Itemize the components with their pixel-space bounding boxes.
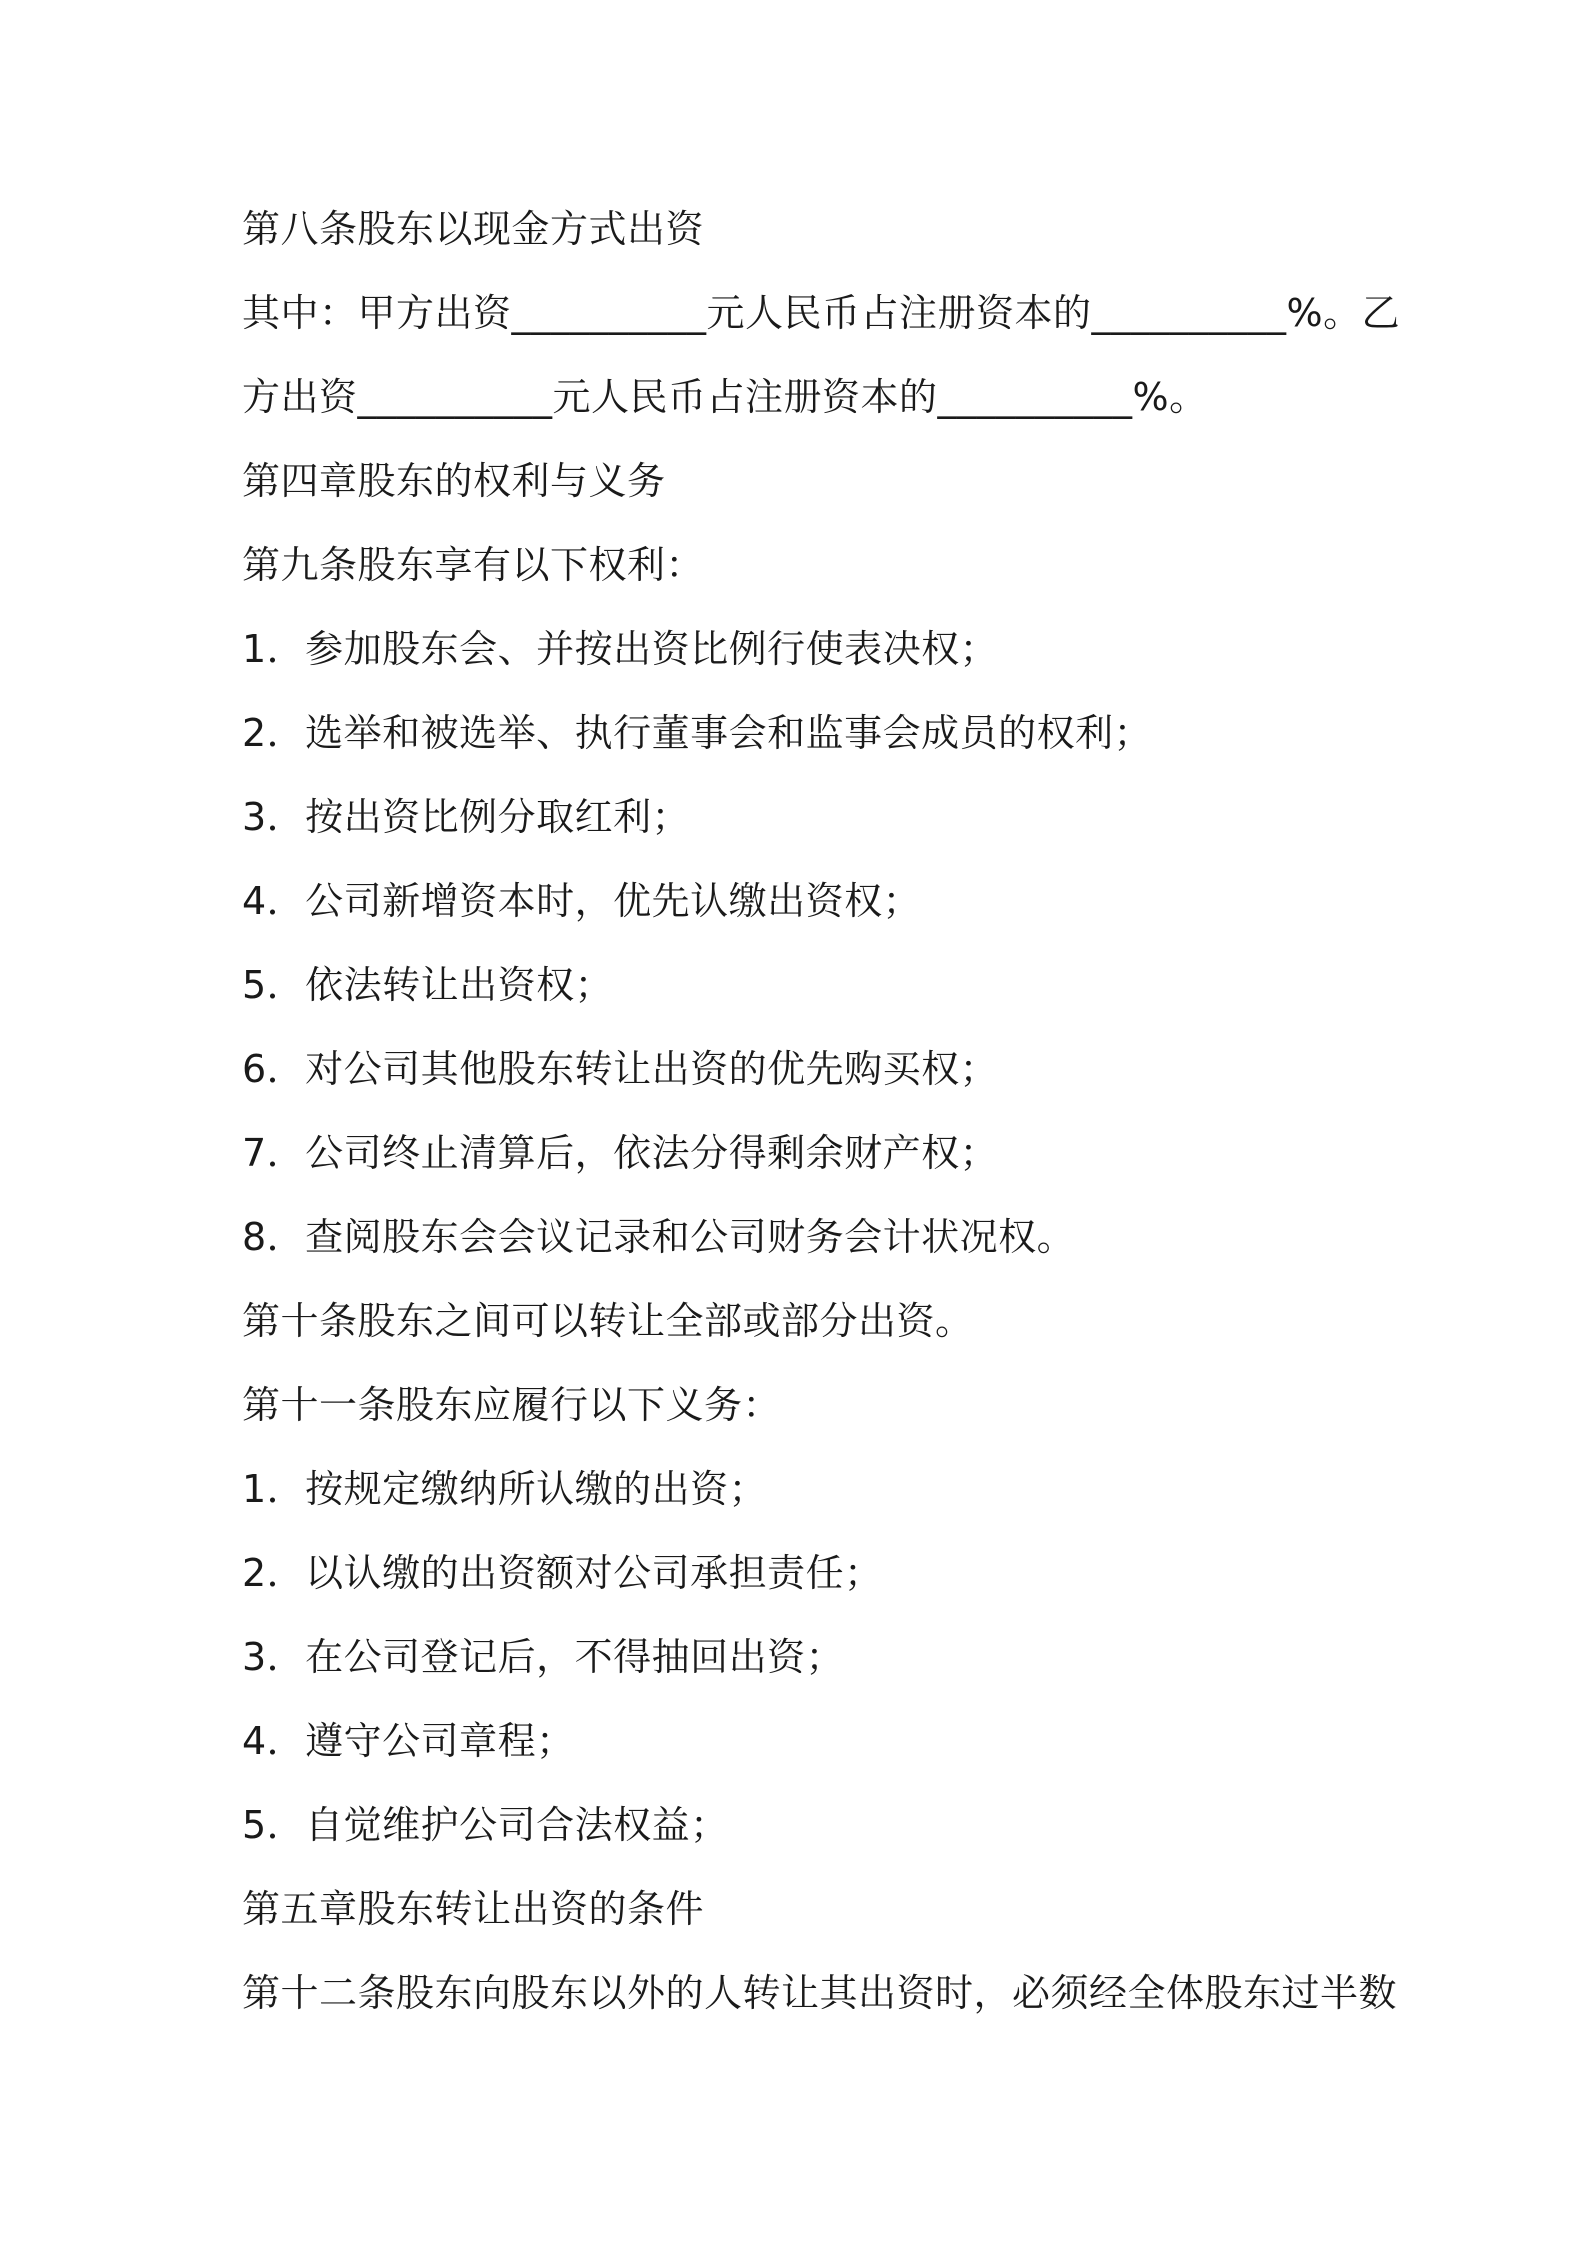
list-item: 2．以认缴的出资额对公司承担责任；: [242, 1551, 883, 1595]
list-item: 8．查阅股东会会议记录和公司财务会计状况权。: [242, 1215, 1076, 1259]
list-item: 6．对公司其他股东转让出资的优先购买权；: [242, 1047, 999, 1091]
list-item: 7．公司终止清算后，依法分得剩余财产权；: [242, 1131, 999, 1175]
article-11-heading: 第十一条股东应履行以下义务：: [242, 1383, 782, 1427]
article-10-text: 第十条股东之间可以转让全部或部分出资。: [242, 1299, 974, 1343]
contribution-party-b-line: 方出资__________元人民币占注册资本的__________%。: [242, 375, 1208, 419]
chapter-5-heading: 第五章股东转让出资的条件: [242, 1887, 705, 1931]
list-item: 4．公司新增资本时，优先认缴出资权；: [242, 879, 922, 923]
list-item: 2．选举和被选举、执行董事会和监事会成员的权利；: [242, 711, 1153, 755]
contribution-party-a-line: 其中：甲方出资__________元人民币占注册资本的__________%。乙: [242, 291, 1401, 335]
list-item: 4．遵守公司章程；: [242, 1719, 575, 1763]
article-12-text: 第十二条股东向股东以外的人转让其出资时，必须经全体股东过半数: [242, 1971, 1398, 2015]
article-8-heading: 第八条股东以现金方式出资: [242, 207, 705, 251]
list-item: 1．参加股东会、并按出资比例行使表决权；: [242, 627, 999, 671]
list-item: 3．在公司登记后，不得抽回出资；: [242, 1635, 845, 1679]
list-item: 1．按规定缴纳所认缴的出资；: [242, 1467, 768, 1511]
list-item: 5．自觉维护公司合法权益；: [242, 1803, 729, 1847]
chapter-4-heading: 第四章股东的权利与义务: [242, 459, 666, 503]
article-9-heading: 第九条股东享有以下权利：: [242, 543, 705, 587]
list-item: 5．依法转让出资权；: [242, 963, 614, 1007]
document-body: [242, 196, 1401, 2044]
list-item: 3．按出资比例分取红利；: [242, 795, 691, 839]
